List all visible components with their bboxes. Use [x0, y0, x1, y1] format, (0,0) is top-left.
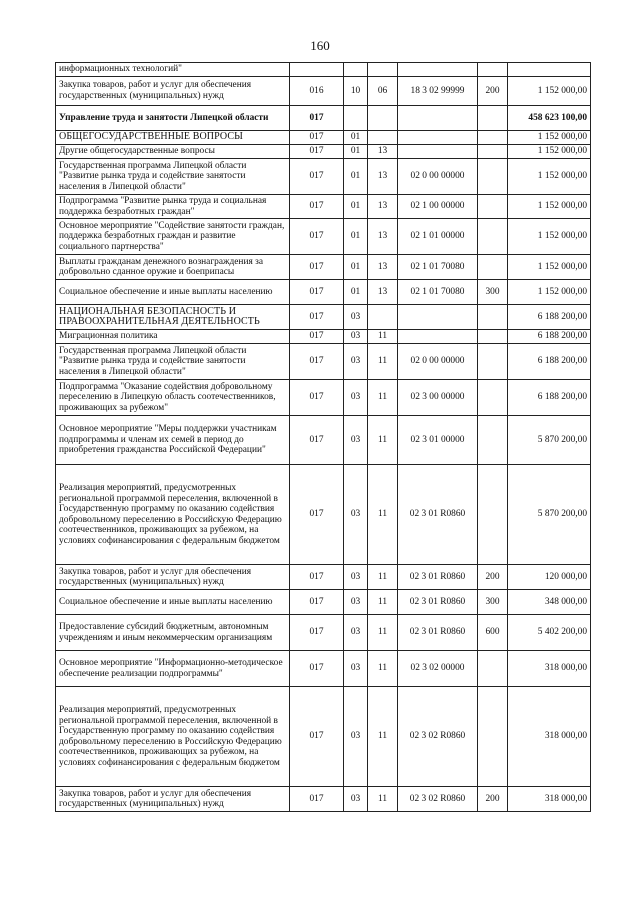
- cell-name: Социальное обеспечение и иные выплаты населению: [56, 280, 290, 305]
- table-row: [56, 465, 591, 565]
- cell-amount: 5 870 200,00: [508, 465, 591, 565]
- cell-amount: 1 152 000,00: [508, 159, 591, 195]
- cell-section: 01: [344, 159, 368, 195]
- cell-section: 03: [344, 787, 368, 812]
- cell-expense-type: [478, 195, 508, 219]
- cell-amount: 6 188 200,00: [508, 380, 591, 416]
- cell-expense-type: [478, 305, 508, 330]
- cell-ved: 017: [290, 145, 344, 159]
- cell-amount: 1 152 000,00: [508, 219, 591, 255]
- cell-section: 03: [344, 565, 368, 590]
- cell-ved: 017: [290, 590, 344, 615]
- table-row: [56, 77, 591, 106]
- cell-subsection: 11: [368, 590, 398, 615]
- cell-expense-type: [478, 687, 508, 787]
- cell-target-article: 02 3 01 00000: [398, 416, 478, 465]
- cell-section: 01: [344, 255, 368, 280]
- cell-ved: 017: [290, 159, 344, 195]
- cell-name: Предоставление субсидий бюджетным, автономным учреждениям и иным некоммерческим организациям: [56, 615, 290, 651]
- table-row: [56, 565, 591, 590]
- cell-amount: 1 152 000,00: [508, 280, 591, 305]
- cell-expense-type: [478, 416, 508, 465]
- cell-ved: 017: [290, 651, 344, 687]
- cell-amount: 5 402 200,00: [508, 615, 591, 651]
- cell-ved: 017: [290, 106, 344, 131]
- cell-target-article: 02 3 01 R0860: [398, 615, 478, 651]
- cell-target-article: 02 1 01 70080: [398, 255, 478, 280]
- cell-name: Основное мероприятие "Информационно-методическое обеспечение реализации подпрограммы": [56, 651, 290, 687]
- cell-subsection: [368, 305, 398, 330]
- cell-target-article: [398, 106, 478, 131]
- cell-subsection: [368, 63, 398, 77]
- cell-expense-type: 200: [478, 77, 508, 106]
- cell-ved: 017: [290, 787, 344, 812]
- cell-target-article: 02 3 01 R0860: [398, 590, 478, 615]
- cell-name: Закупка товаров, работ и услуг для обеспечения государственных (муниципальных) нужд: [56, 565, 290, 590]
- cell-expense-type: [478, 380, 508, 416]
- cell-amount: 120 000,00: [508, 565, 591, 590]
- cell-ved: 017: [290, 380, 344, 416]
- table-row: [56, 380, 591, 416]
- cell-expense-type: [478, 159, 508, 195]
- cell-amount: 1 152 000,00: [508, 77, 591, 106]
- cell-name: Подпрограмма "Оказание содействия добровольному переселению в Липецкую область соотечественников, проживающих за рубежом": [56, 380, 290, 416]
- cell-expense-type: 200: [478, 565, 508, 590]
- cell-section: 01: [344, 131, 368, 145]
- cell-target-article: 02 3 00 00000: [398, 380, 478, 416]
- table-row: [56, 145, 591, 159]
- cell-ved: 017: [290, 131, 344, 145]
- cell-expense-type: [478, 651, 508, 687]
- cell-amount: 6 188 200,00: [508, 305, 591, 330]
- cell-ved: 017: [290, 615, 344, 651]
- cell-target-article: 02 0 00 00000: [398, 159, 478, 195]
- table-row: [56, 344, 591, 380]
- cell-ved: 017: [290, 195, 344, 219]
- cell-name: Основное мероприятие "Содействие занятости граждан, поддержка безработных граждан и развитие социального партнерства": [56, 219, 290, 255]
- cell-section: 03: [344, 590, 368, 615]
- cell-amount: 1 152 000,00: [508, 145, 591, 159]
- cell-amount: 5 870 200,00: [508, 416, 591, 465]
- cell-section: 03: [344, 615, 368, 651]
- cell-section: 01: [344, 280, 368, 305]
- table-row: [56, 159, 591, 195]
- cell-section: 03: [344, 344, 368, 380]
- cell-ved: 017: [290, 416, 344, 465]
- cell-section: 03: [344, 380, 368, 416]
- cell-subsection: 13: [368, 219, 398, 255]
- cell-ved: 017: [290, 344, 344, 380]
- cell-target-article: 02 3 01 R0860: [398, 465, 478, 565]
- cell-subsection: 13: [368, 280, 398, 305]
- cell-section: 01: [344, 195, 368, 219]
- cell-subsection: 13: [368, 195, 398, 219]
- cell-name: Основное мероприятие "Меры поддержки участникам подпрограммы и членам их семей в период до приобретения гражданства Российской Федерации": [56, 416, 290, 465]
- cell-target-article: [398, 131, 478, 145]
- table-row: [56, 131, 591, 145]
- cell-ved: 017: [290, 565, 344, 590]
- cell-name: Социальное обеспечение и иные выплаты населению: [56, 590, 290, 615]
- cell-ved: 017: [290, 687, 344, 787]
- cell-expense-type: [478, 465, 508, 565]
- table-body: [56, 63, 591, 812]
- table-row: [56, 219, 591, 255]
- cell-amount: 318 000,00: [508, 651, 591, 687]
- cell-section: 03: [344, 651, 368, 687]
- table-row: [56, 416, 591, 465]
- cell-ved: 017: [290, 465, 344, 565]
- cell-section: 03: [344, 687, 368, 787]
- cell-subsection: 06: [368, 77, 398, 106]
- cell-section: 10: [344, 77, 368, 106]
- cell-amount: [508, 63, 591, 77]
- cell-expense-type: [478, 344, 508, 380]
- cell-expense-type: 300: [478, 280, 508, 305]
- cell-section: 03: [344, 305, 368, 330]
- cell-section: 01: [344, 145, 368, 159]
- cell-target-article: [398, 330, 478, 344]
- table-row: [56, 615, 591, 651]
- cell-target-article: [398, 145, 478, 159]
- table-row: [56, 651, 591, 687]
- cell-amount: 318 000,00: [508, 787, 591, 812]
- cell-subsection: [368, 131, 398, 145]
- cell-amount: 348 000,00: [508, 590, 591, 615]
- table-row: [56, 280, 591, 305]
- table-row: [56, 305, 591, 330]
- cell-expense-type: [478, 63, 508, 77]
- cell-section: 03: [344, 416, 368, 465]
- cell-subsection: 11: [368, 687, 398, 787]
- table-row: [56, 195, 591, 219]
- cell-subsection: 11: [368, 565, 398, 590]
- cell-amount: 6 188 200,00: [508, 344, 591, 380]
- cell-amount: 1 152 000,00: [508, 255, 591, 280]
- cell-name: Подпрограмма "Развитие рынка труда и социальная поддержка безработных граждан": [56, 195, 290, 219]
- cell-subsection: 11: [368, 465, 398, 565]
- cell-name: Реализация мероприятий, предусмотренных региональной программой переселения, включенной в Государственную программу по оказанию содействия добровольному переселению в Российскую Федерацию соотечественников, проживающих за рубежом, на условиях софинансирования с федеральным бюджетом: [56, 687, 290, 787]
- cell-ved: 017: [290, 305, 344, 330]
- cell-name: информационных технологий": [56, 63, 290, 77]
- cell-amount: 458 623 100,00: [508, 106, 591, 131]
- cell-name: Закупка товаров, работ и услуг для обеспечения государственных (муниципальных) нужд: [56, 787, 290, 812]
- table-row: [56, 106, 591, 131]
- cell-ved: 016: [290, 77, 344, 106]
- table-row: [56, 330, 591, 344]
- cell-subsection: 11: [368, 380, 398, 416]
- cell-section: 03: [344, 465, 368, 565]
- cell-expense-type: 200: [478, 787, 508, 812]
- cell-target-article: 02 3 02 R0860: [398, 687, 478, 787]
- cell-amount: 6 188 200,00: [508, 330, 591, 344]
- budget-table: [55, 62, 591, 812]
- cell-subsection: 11: [368, 344, 398, 380]
- cell-name: Закупка товаров, работ и услуг для обеспечения государственных (муниципальных) нужд: [56, 77, 290, 106]
- cell-expense-type: [478, 145, 508, 159]
- table-row: [56, 255, 591, 280]
- cell-amount: 1 152 000,00: [508, 195, 591, 219]
- cell-amount: 1 152 000,00: [508, 131, 591, 145]
- cell-name: Выплаты гражданам денежного вознаграждения за добровольно сданное оружие и боеприпасы: [56, 255, 290, 280]
- cell-subsection: 13: [368, 145, 398, 159]
- cell-name: Управление труда и занятости Липецкой области: [56, 106, 290, 131]
- cell-subsection: 13: [368, 159, 398, 195]
- cell-name: Государственная программа Липецкой области "Развитие рынка труда и содействие занятости населения в Липецкой области": [56, 159, 290, 195]
- cell-ved: 017: [290, 330, 344, 344]
- cell-subsection: 11: [368, 651, 398, 687]
- table-row: [56, 687, 591, 787]
- cell-target-article: [398, 305, 478, 330]
- cell-target-article: 02 3 01 R0860: [398, 565, 478, 590]
- cell-subsection: 11: [368, 330, 398, 344]
- cell-ved: [290, 63, 344, 77]
- cell-name: Государственная программа Липецкой области "Развитие рынка труда и содействие занятости населения в Липецкой области": [56, 344, 290, 380]
- cell-subsection: 11: [368, 615, 398, 651]
- cell-subsection: 11: [368, 787, 398, 812]
- cell-name: Реализация мероприятий, предусмотренных региональной программой переселения, включенной в Государственную программу по оказанию содействия добровольному переселению в Российскую Федерацию соотечественников, проживающих за рубежом, на условиях софинансирования с федеральным бюджетом: [56, 465, 290, 565]
- cell-expense-type: [478, 330, 508, 344]
- cell-target-article: 02 1 01 00000: [398, 219, 478, 255]
- cell-expense-type: [478, 131, 508, 145]
- table-row: [56, 590, 591, 615]
- cell-section: [344, 63, 368, 77]
- cell-ved: 017: [290, 255, 344, 280]
- cell-expense-type: [478, 106, 508, 131]
- cell-target-article: [398, 63, 478, 77]
- cell-expense-type: [478, 255, 508, 280]
- cell-subsection: 13: [368, 255, 398, 280]
- cell-ved: 017: [290, 280, 344, 305]
- cell-name: ОБЩЕГОСУДАРСТВЕННЫЕ ВОПРОСЫ: [56, 131, 290, 145]
- cell-expense-type: 300: [478, 590, 508, 615]
- cell-section: 03: [344, 330, 368, 344]
- cell-name: Миграционная политика: [56, 330, 290, 344]
- cell-amount: 318 000,00: [508, 687, 591, 787]
- cell-name: НАЦИОНАЛЬНАЯ БЕЗОПАСНОСТЬ И ПРАВООХРАНИТЕЛЬНАЯ ДЕЯТЕЛЬНОСТЬ: [56, 305, 290, 330]
- cell-target-article: 02 3 02 R0860: [398, 787, 478, 812]
- table-row: [56, 787, 591, 812]
- cell-subsection: [368, 106, 398, 131]
- cell-target-article: 02 1 01 70080: [398, 280, 478, 305]
- cell-section: [344, 106, 368, 131]
- cell-target-article: 02 3 02 00000: [398, 651, 478, 687]
- table-row: [56, 63, 591, 77]
- cell-target-article: 02 1 00 00000: [398, 195, 478, 219]
- cell-section: 01: [344, 219, 368, 255]
- cell-subsection: 11: [368, 416, 398, 465]
- cell-expense-type: [478, 219, 508, 255]
- page-number: 160: [310, 38, 330, 53]
- cell-target-article: 18 3 02 99999: [398, 77, 478, 106]
- cell-ved: 017: [290, 219, 344, 255]
- cell-name: Другие общегосударственные вопросы: [56, 145, 290, 159]
- cell-target-article: 02 0 00 00000: [398, 344, 478, 380]
- cell-expense-type: 600: [478, 615, 508, 651]
